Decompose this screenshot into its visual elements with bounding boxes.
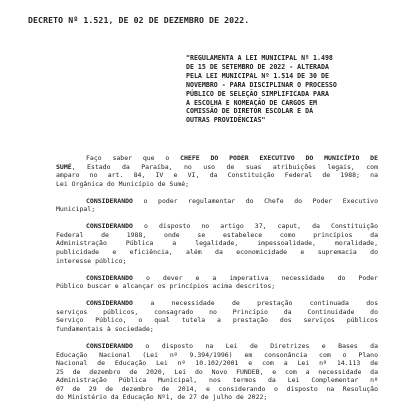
body-line: Serviço Público, o qual tutela a prestação dos serviços públicos — [56, 316, 378, 325]
body-line: interesse público; — [56, 256, 127, 265]
body-line: publicidade e eficiência, além da economicidade e supremacia do — [56, 248, 378, 257]
body-line: serviços públicos, consagrado no Princípio da Continuidade do — [56, 307, 378, 316]
considerando-label: CONSIDERANDO — [86, 273, 133, 282]
intro-text: Faço saber que o — [86, 154, 181, 162]
body-text: o dever e a imperativa necessidade do Poder — [132, 273, 378, 282]
body-line — [56, 154, 378, 163]
municipality-name: SUMÉ — [56, 162, 72, 171]
summary-line: NOVEMBRO - PARA DISCIPLINAR O PROCESSO — [186, 80, 337, 89]
body-text: a necessidade de prestação continuada dos — [132, 299, 378, 308]
body-line — [56, 299, 378, 308]
decree-body — [56, 154, 378, 410]
considerando-paragraph — [56, 299, 378, 333]
body-text: o disposto na Lei de Diretrizes e Bases da — [132, 342, 378, 351]
considerando-paragraph — [56, 197, 378, 214]
body-line: 25 de dezembro de 2020, Lei do Novo FUNDEB, e com a necessidade da — [56, 367, 378, 376]
body-text: o disposto no artigo 37, caput, da Constituição — [132, 222, 378, 231]
considerando-paragraph — [56, 274, 378, 291]
body-line: Público buscar e alcançar os princípios acima descritos; — [56, 282, 276, 291]
summary-line: PÚBLICO DE SELEÇÃO SIMPLIFICADA PARA — [186, 89, 329, 98]
considerando-paragraph — [56, 222, 378, 265]
authority-name: CHEFE DO PODER EXECUTIVO DO MUNICÍPIO DE — [180, 154, 378, 162]
body-line: do Ministério da Educação Nº1, de 27 de julho de 2022; — [56, 393, 268, 402]
considerando-label: CONSIDERANDO — [86, 342, 133, 351]
body-line: amparo no art. 84, IV e VI, da Constituição Federal de 1988; na — [56, 171, 378, 180]
intro-text: , Estado da Paraíba, no uso de suas atribuições legais, com — [71, 162, 378, 171]
body-line: 07 de 29 de dezembro de 2014, e considerando o disposto na Resolução — [56, 384, 378, 393]
body-text: o poder regulamentar do Chefe do Poder Executivo — [132, 196, 378, 205]
considerando-label: CONSIDERANDO — [86, 222, 133, 231]
summary-line: COMISSÃO DE DIRETOR ESCOLAR E DÁ — [186, 107, 314, 116]
considerando-paragraph — [56, 342, 378, 402]
body-line: Municipal; — [56, 205, 96, 214]
considerando-label: CONSIDERANDO — [86, 196, 133, 205]
summary-line: OUTRAS PROVIDÊNCIAS" — [186, 116, 266, 125]
body-line: Nacional de Educação Lei nº 10.102/2001 e com a Lei nº 14.113 de — [56, 359, 378, 368]
body-line: Lei Orgânica do Município de Sumé; — [56, 179, 190, 188]
body-line — [56, 274, 378, 283]
decree-title: DECRETO Nº 1.521, DE 02 DE DEZEMBRO DE 2022. — [28, 15, 250, 25]
intro-paragraph — [56, 154, 378, 188]
body-line: Administração Pública a legalidade, impessoalidade, moralidade, — [56, 239, 378, 248]
decree-summary — [186, 54, 392, 125]
considerando-label: CONSIDERANDO — [86, 299, 133, 308]
summary-line: A ESCOLHA E NOMEAÇÃO DE CARGOS EM — [186, 98, 318, 107]
body-line: Federal de 1988, onde se estabelece como princípios da — [56, 230, 378, 239]
body-line — [56, 342, 378, 351]
body-line — [56, 222, 378, 231]
summary-line: PELA LEI MUNICIPAL Nº 1.514 DE 30 DE — [186, 71, 329, 80]
summary-line: DE 15 DE SETEMBRO DE 2022 - ALTERADA — [186, 62, 329, 71]
body-line: fundamentais à sociedade; — [56, 324, 154, 333]
body-line: Administração Pública Municipal, nos termos da Lei Complementar nº — [56, 376, 378, 385]
body-line — [56, 163, 378, 172]
body-line: Educação Nacional (Lei nº 9.394/1996) em consonância com o Plano — [56, 350, 378, 359]
body-line — [56, 197, 378, 206]
summary-line: "REGULAMENTA A LEI MUNICIPAL Nº 1.498 — [186, 54, 333, 62]
